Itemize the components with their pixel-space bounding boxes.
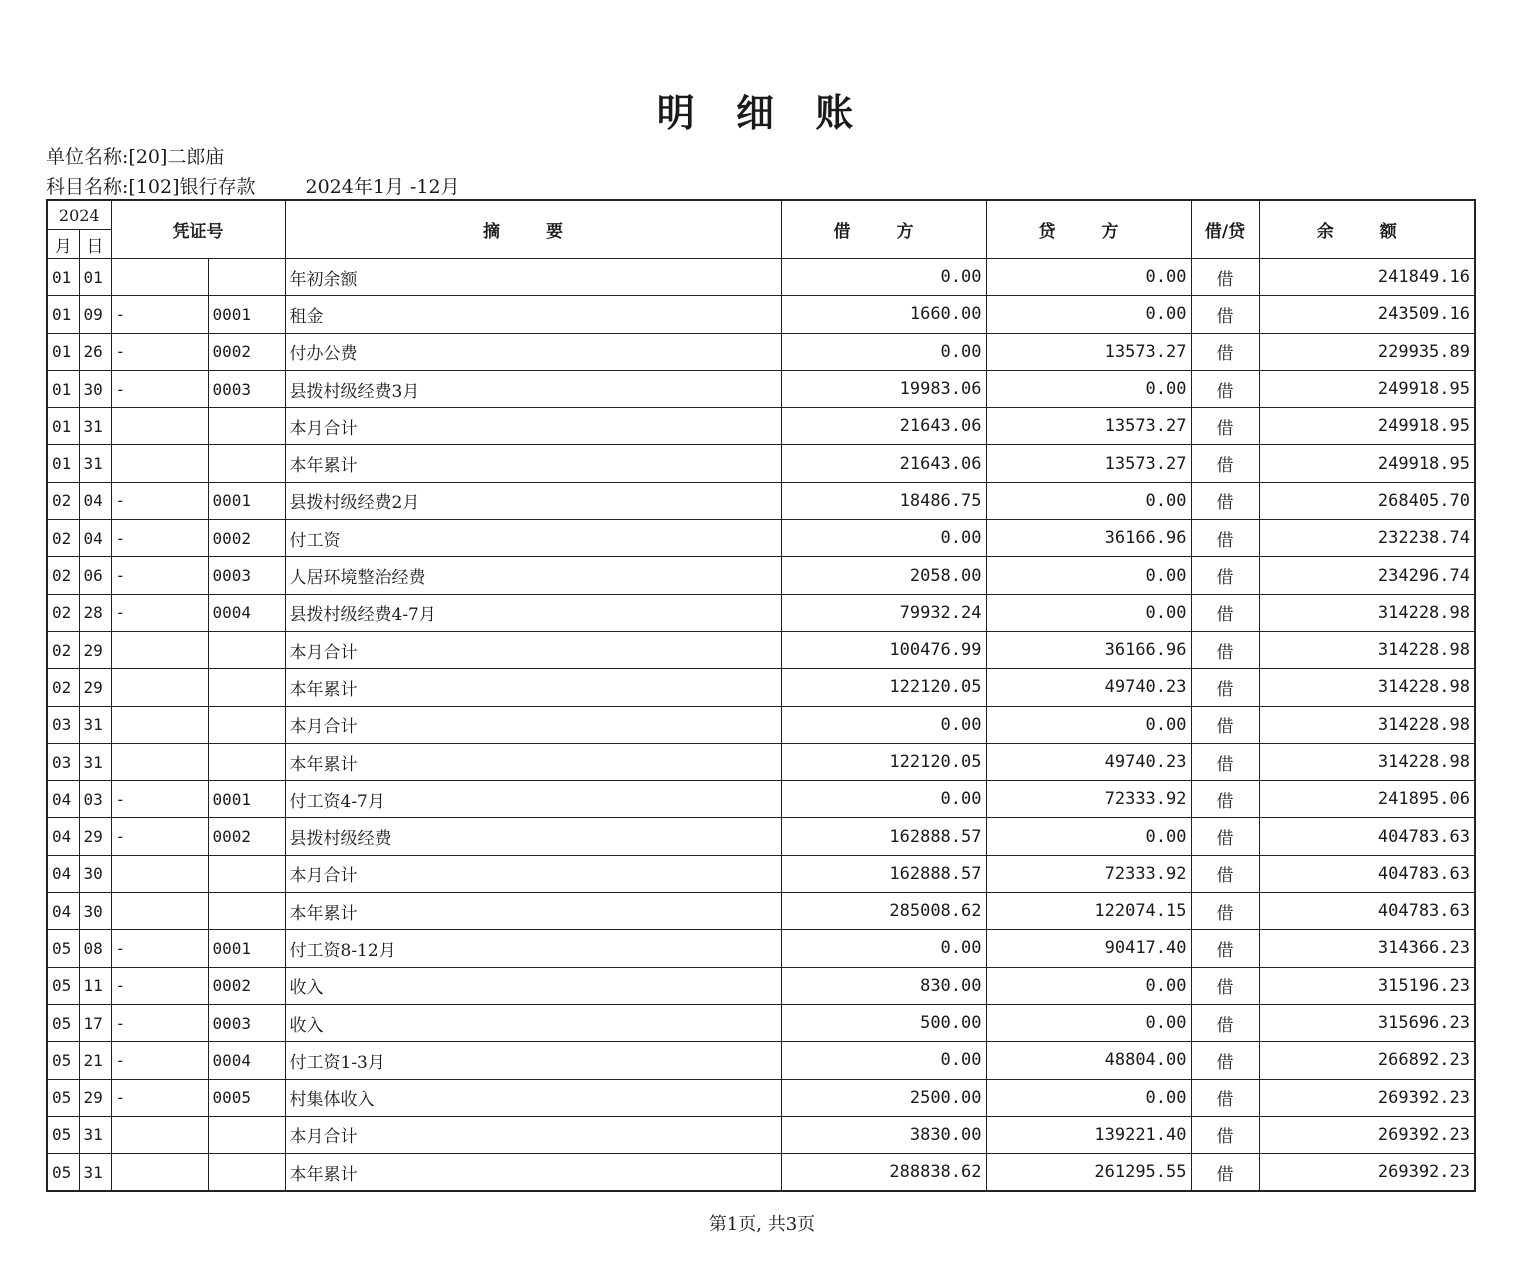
- credit-cell: 48804.00: [986, 1042, 1191, 1079]
- debit-cell: 122120.05: [781, 743, 986, 780]
- debit-cell: 285008.62: [781, 893, 986, 930]
- voucher-number-cell: [208, 743, 285, 780]
- table-row: [47, 706, 1475, 743]
- voucher-number-cell: [208, 669, 285, 706]
- debit-cell: 3830.00: [781, 1116, 986, 1153]
- debit-cell: 0.00: [781, 706, 986, 743]
- month-cell: 05: [47, 1004, 79, 1041]
- month-cell: 01: [47, 370, 79, 407]
- table-row: [47, 631, 1475, 668]
- summary-cell: 本月合计: [285, 408, 781, 445]
- day-cell: 29: [79, 631, 111, 668]
- voucher-number-cell: [208, 893, 285, 930]
- debit-cell: 122120.05: [781, 669, 986, 706]
- summary-cell: 收入: [285, 1004, 781, 1041]
- direction-cell: 借: [1191, 259, 1259, 296]
- direction-cell: 借: [1191, 743, 1259, 780]
- subject-line: [46, 172, 460, 199]
- month-cell: 02: [47, 482, 79, 519]
- month-cell: 02: [47, 631, 79, 668]
- debit-cell: 21643.06: [781, 408, 986, 445]
- balance-cell: 404783.63: [1259, 893, 1475, 930]
- summary-cell: 县拨村级经费4-7月: [285, 594, 781, 631]
- voucher-type-cell: [111, 743, 208, 780]
- day-header: 日: [79, 230, 111, 259]
- table-row: [47, 1004, 1475, 1041]
- voucher-type-cell: [111, 408, 208, 445]
- month-cell: 04: [47, 818, 79, 855]
- table-row: [47, 967, 1475, 1004]
- voucher-type-cell: -: [111, 296, 208, 333]
- voucher-number-cell: 0001: [208, 296, 285, 333]
- debit-cell: 19983.06: [781, 370, 986, 407]
- balance-cell: 404783.63: [1259, 818, 1475, 855]
- debit-cell: 288838.62: [781, 1154, 986, 1191]
- debit-cell: 0.00: [781, 1042, 986, 1079]
- summary-cell: 年初余额: [285, 259, 781, 296]
- day-cell: 30: [79, 893, 111, 930]
- voucher-number-cell: 0001: [208, 781, 285, 818]
- summary-header: 摘 要: [285, 200, 781, 259]
- table-row: [47, 930, 1475, 967]
- voucher-number-cell: 0001: [208, 482, 285, 519]
- credit-cell: 49740.23: [986, 669, 1191, 706]
- direction-cell: 借: [1191, 482, 1259, 519]
- direction-cell: 借: [1191, 1079, 1259, 1116]
- voucher-number-cell: 0003: [208, 370, 285, 407]
- voucher-type-cell: -: [111, 1042, 208, 1079]
- summary-cell: 本月合计: [285, 706, 781, 743]
- debit-cell: 18486.75: [781, 482, 986, 519]
- summary-cell: 付工资1-3月: [285, 1042, 781, 1079]
- direction-cell: 借: [1191, 296, 1259, 333]
- balance-header: 余 额: [1259, 200, 1475, 259]
- month-cell: 03: [47, 706, 79, 743]
- balance-cell: 269392.23: [1259, 1154, 1475, 1191]
- debit-cell: 2058.00: [781, 557, 986, 594]
- credit-cell: 0.00: [986, 482, 1191, 519]
- table-row: [47, 893, 1475, 930]
- summary-cell: 本月合计: [285, 1116, 781, 1153]
- credit-cell: 0.00: [986, 259, 1191, 296]
- summary-cell: 本月合计: [285, 631, 781, 668]
- balance-cell: 314228.98: [1259, 631, 1475, 668]
- month-cell: 01: [47, 408, 79, 445]
- voucher-header: 凭证号: [111, 200, 285, 259]
- table-row: [47, 445, 1475, 482]
- table-row: [47, 482, 1475, 519]
- month-cell: 04: [47, 781, 79, 818]
- credit-cell: 72333.92: [986, 781, 1191, 818]
- ledger-body: [47, 259, 1475, 1191]
- voucher-number-cell: 0002: [208, 967, 285, 1004]
- voucher-number-cell: 0001: [208, 930, 285, 967]
- day-cell: 31: [79, 1154, 111, 1191]
- balance-cell: 241895.06: [1259, 781, 1475, 818]
- voucher-number-cell: [208, 1154, 285, 1191]
- voucher-type-cell: [111, 259, 208, 296]
- credit-cell: 0.00: [986, 296, 1191, 333]
- voucher-type-cell: -: [111, 594, 208, 631]
- debit-cell: 79932.24: [781, 594, 986, 631]
- day-cell: 30: [79, 370, 111, 407]
- voucher-number-cell: 0005: [208, 1079, 285, 1116]
- direction-cell: 借: [1191, 818, 1259, 855]
- day-cell: 01: [79, 259, 111, 296]
- table-row: [47, 781, 1475, 818]
- debit-cell: 162888.57: [781, 818, 986, 855]
- day-cell: 11: [79, 967, 111, 1004]
- voucher-type-cell: [111, 1116, 208, 1153]
- balance-cell: 249918.95: [1259, 370, 1475, 407]
- page-footer: 第1页, 共3页: [708, 1214, 816, 1235]
- balance-cell: 232238.74: [1259, 520, 1475, 557]
- voucher-type-cell: -: [111, 370, 208, 407]
- voucher-type-cell: -: [111, 520, 208, 557]
- direction-cell: 借: [1191, 1042, 1259, 1079]
- voucher-type-cell: [111, 893, 208, 930]
- month-cell: 02: [47, 594, 79, 631]
- direction-cell: 借: [1191, 930, 1259, 967]
- summary-cell: 村集体收入: [285, 1079, 781, 1116]
- credit-cell: 0.00: [986, 1004, 1191, 1041]
- balance-cell: 269392.23: [1259, 1116, 1475, 1153]
- day-cell: 17: [79, 1004, 111, 1041]
- balance-cell: 315196.23: [1259, 967, 1475, 1004]
- day-cell: 31: [79, 743, 111, 780]
- debit-cell: 162888.57: [781, 855, 986, 892]
- voucher-type-cell: -: [111, 930, 208, 967]
- credit-cell: 36166.96: [986, 520, 1191, 557]
- balance-cell: 314366.23: [1259, 930, 1475, 967]
- unit-name: 单位名称:[20]二郎庙: [46, 146, 225, 168]
- voucher-type-cell: [111, 445, 208, 482]
- balance-cell: 314228.98: [1259, 743, 1475, 780]
- voucher-type-cell: -: [111, 818, 208, 855]
- day-cell: 29: [79, 818, 111, 855]
- month-cell: 01: [47, 259, 79, 296]
- summary-cell: 县拨村级经费2月: [285, 482, 781, 519]
- balance-cell: 404783.63: [1259, 855, 1475, 892]
- month-cell: 01: [47, 296, 79, 333]
- table-row: [47, 408, 1475, 445]
- balance-cell: 234296.74: [1259, 557, 1475, 594]
- month-cell: 05: [47, 930, 79, 967]
- voucher-number-cell: 0003: [208, 1004, 285, 1041]
- summary-cell: 县拨村级经费3月: [285, 370, 781, 407]
- day-cell: 31: [79, 408, 111, 445]
- table-row: [47, 296, 1475, 333]
- balance-cell: 268405.70: [1259, 482, 1475, 519]
- day-cell: 09: [79, 296, 111, 333]
- month-cell: 05: [47, 1079, 79, 1116]
- debit-cell: 100476.99: [781, 631, 986, 668]
- voucher-number-cell: 0002: [208, 333, 285, 370]
- credit-cell: 0.00: [986, 1079, 1191, 1116]
- table-row: [47, 370, 1475, 407]
- day-cell: 31: [79, 445, 111, 482]
- table-row: [47, 1042, 1475, 1079]
- debit-header: 借 方: [781, 200, 986, 259]
- direction-cell: 借: [1191, 408, 1259, 445]
- month-cell: 05: [47, 1116, 79, 1153]
- credit-cell: 13573.27: [986, 408, 1191, 445]
- period: 2024年1月 -12月: [305, 176, 460, 198]
- credit-cell: 72333.92: [986, 855, 1191, 892]
- summary-cell: 收入: [285, 967, 781, 1004]
- table-row: [47, 259, 1475, 296]
- day-cell: 29: [79, 669, 111, 706]
- summary-cell: 租金: [285, 296, 781, 333]
- voucher-type-cell: [111, 706, 208, 743]
- credit-cell: 0.00: [986, 594, 1191, 631]
- credit-cell: 13573.27: [986, 333, 1191, 370]
- credit-cell: 0.00: [986, 370, 1191, 407]
- day-cell: 31: [79, 706, 111, 743]
- voucher-number-cell: [208, 445, 285, 482]
- direction-cell: 借: [1191, 967, 1259, 1004]
- direction-cell: 借: [1191, 333, 1259, 370]
- day-cell: 31: [79, 1116, 111, 1153]
- credit-cell: 0.00: [986, 557, 1191, 594]
- debit-cell: 0.00: [781, 520, 986, 557]
- balance-cell: 314228.98: [1259, 706, 1475, 743]
- voucher-number-cell: 0004: [208, 594, 285, 631]
- direction-cell: 借: [1191, 520, 1259, 557]
- month-cell: 05: [47, 1154, 79, 1191]
- day-cell: 04: [79, 482, 111, 519]
- summary-cell: 付办公费: [285, 333, 781, 370]
- balance-cell: 241849.16: [1259, 259, 1475, 296]
- balance-cell: 229935.89: [1259, 333, 1475, 370]
- table-row: [47, 1116, 1475, 1153]
- day-cell: 26: [79, 333, 111, 370]
- summary-cell: 本年累计: [285, 669, 781, 706]
- voucher-type-cell: [111, 669, 208, 706]
- month-cell: 03: [47, 743, 79, 780]
- table-row: [47, 594, 1475, 631]
- day-cell: 21: [79, 1042, 111, 1079]
- month-cell: 04: [47, 855, 79, 892]
- direction-cell: 借: [1191, 557, 1259, 594]
- credit-cell: 0.00: [986, 967, 1191, 1004]
- direction-cell: 借: [1191, 1154, 1259, 1191]
- debit-cell: 0.00: [781, 333, 986, 370]
- direction-cell: 借: [1191, 1004, 1259, 1041]
- balance-cell: 249918.95: [1259, 408, 1475, 445]
- voucher-type-cell: -: [111, 557, 208, 594]
- credit-cell: 49740.23: [986, 743, 1191, 780]
- summary-cell: 付工资4-7月: [285, 781, 781, 818]
- month-cell: 05: [47, 967, 79, 1004]
- direction-cell: 借: [1191, 893, 1259, 930]
- direction-cell: 借: [1191, 706, 1259, 743]
- balance-cell: 266892.23: [1259, 1042, 1475, 1079]
- balance-cell: 269392.23: [1259, 1079, 1475, 1116]
- credit-cell: 13573.27: [986, 445, 1191, 482]
- credit-cell: 0.00: [986, 818, 1191, 855]
- voucher-type-cell: [111, 631, 208, 668]
- month-cell: 02: [47, 669, 79, 706]
- voucher-number-cell: [208, 631, 285, 668]
- debit-cell: 0.00: [781, 259, 986, 296]
- table-row: [47, 1079, 1475, 1116]
- direction-cell: 借: [1191, 781, 1259, 818]
- credit-cell: 139221.40: [986, 1116, 1191, 1153]
- balance-cell: 315696.23: [1259, 1004, 1475, 1041]
- table-row: [47, 743, 1475, 780]
- table-row: [47, 669, 1475, 706]
- summary-cell: 本年累计: [285, 445, 781, 482]
- table-row: [47, 818, 1475, 855]
- day-cell: 06: [79, 557, 111, 594]
- voucher-type-cell: [111, 1154, 208, 1191]
- balance-cell: 243509.16: [1259, 296, 1475, 333]
- debit-cell: 1660.00: [781, 296, 986, 333]
- day-cell: 03: [79, 781, 111, 818]
- direction-cell: 借: [1191, 594, 1259, 631]
- debit-cell: 830.00: [781, 967, 986, 1004]
- voucher-number-cell: 0004: [208, 1042, 285, 1079]
- direction-cell: 借: [1191, 669, 1259, 706]
- month-header: 月: [47, 230, 79, 259]
- table-row: [47, 557, 1475, 594]
- table-row: [47, 520, 1475, 557]
- day-cell: 29: [79, 1079, 111, 1116]
- direction-cell: 借: [1191, 445, 1259, 482]
- voucher-type-cell: -: [111, 781, 208, 818]
- summary-cell: 人居环境整治经费: [285, 557, 781, 594]
- credit-cell: 0.00: [986, 706, 1191, 743]
- voucher-number-cell: [208, 259, 285, 296]
- day-cell: 28: [79, 594, 111, 631]
- table-row: [47, 855, 1475, 892]
- month-cell: 04: [47, 893, 79, 930]
- direction-cell: 借: [1191, 855, 1259, 892]
- day-cell: 08: [79, 930, 111, 967]
- day-cell: 30: [79, 855, 111, 892]
- credit-cell: 36166.96: [986, 631, 1191, 668]
- credit-header: 贷 方: [986, 200, 1191, 259]
- summary-cell: 付工资: [285, 520, 781, 557]
- summary-cell: 本年累计: [285, 1154, 781, 1191]
- direction-cell: 借: [1191, 1116, 1259, 1153]
- balance-cell: 249918.95: [1259, 445, 1475, 482]
- voucher-type-cell: [111, 855, 208, 892]
- summary-cell: 本年累计: [285, 743, 781, 780]
- month-cell: 02: [47, 557, 79, 594]
- direction-cell: 借: [1191, 631, 1259, 668]
- voucher-type-cell: -: [111, 967, 208, 1004]
- voucher-number-cell: 0003: [208, 557, 285, 594]
- subject-name: 科目名称:[102]银行存款: [46, 176, 256, 198]
- month-cell: 01: [47, 445, 79, 482]
- page-title: 明 细 账: [656, 90, 868, 135]
- credit-cell: 261295.55: [986, 1154, 1191, 1191]
- debit-cell: 0.00: [781, 930, 986, 967]
- month-cell: 02: [47, 520, 79, 557]
- voucher-number-cell: [208, 855, 285, 892]
- summary-cell: 本月合计: [285, 855, 781, 892]
- month-cell: 01: [47, 333, 79, 370]
- credit-cell: 90417.40: [986, 930, 1191, 967]
- voucher-number-cell: 0002: [208, 520, 285, 557]
- voucher-number-cell: 0002: [208, 818, 285, 855]
- credit-cell: 122074.15: [986, 893, 1191, 930]
- summary-cell: 本年累计: [285, 893, 781, 930]
- debit-cell: 21643.06: [781, 445, 986, 482]
- summary-cell: 付工资8-12月: [285, 930, 781, 967]
- voucher-number-cell: [208, 1116, 285, 1153]
- debit-cell: 0.00: [781, 781, 986, 818]
- table-row: [47, 1154, 1475, 1191]
- balance-cell: 314228.98: [1259, 594, 1475, 631]
- voucher-number-cell: [208, 706, 285, 743]
- ledger-table: [46, 199, 1476, 1192]
- direction-header: 借/贷: [1191, 200, 1259, 259]
- voucher-type-cell: -: [111, 482, 208, 519]
- voucher-type-cell: -: [111, 333, 208, 370]
- day-cell: 04: [79, 520, 111, 557]
- month-cell: 05: [47, 1042, 79, 1079]
- direction-cell: 借: [1191, 370, 1259, 407]
- year-header: 2024: [47, 200, 111, 230]
- summary-cell: 县拨村级经费: [285, 818, 781, 855]
- voucher-type-cell: -: [111, 1079, 208, 1116]
- debit-cell: 2500.00: [781, 1079, 986, 1116]
- voucher-number-cell: [208, 408, 285, 445]
- voucher-type-cell: -: [111, 1004, 208, 1041]
- table-row: [47, 333, 1475, 370]
- debit-cell: 500.00: [781, 1004, 986, 1041]
- balance-cell: 314228.98: [1259, 669, 1475, 706]
